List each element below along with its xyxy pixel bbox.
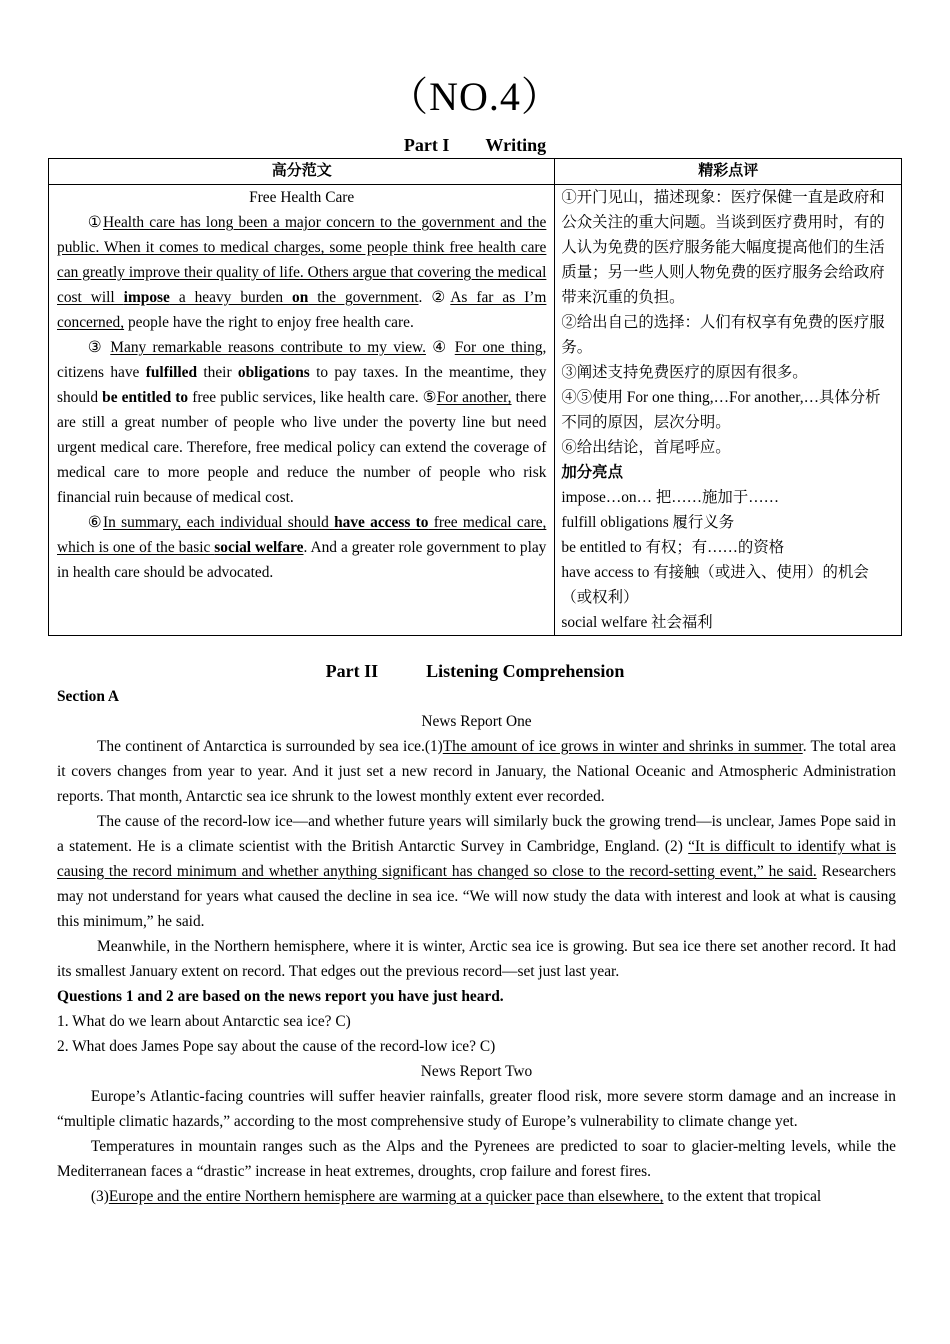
comment-item: ③阐述支持免费医疗的原因有很多。 [561, 364, 808, 381]
question-2: 2. What does James Pope say about the cause of the record-low ice? C) [57, 1038, 496, 1055]
listening-body [57, 684, 896, 1209]
highlights-title: 加分亮点 [561, 464, 623, 481]
comment-item: ②给出自己的选择：人们有权享有免费的医疗服务。 [561, 314, 885, 356]
highlight-item: fulfill obligations 履行义务 [561, 514, 735, 531]
part1-heading [0, 134, 950, 156]
essay-table [48, 158, 902, 636]
comment-item: ①开门见山，描述现象：医疗保健一直是政府和公众关注的重大问题。当谈到医疗费用时，有的人认为免费的医疗服务能大幅度提高他们的生活质量；另一些人则人物免费的医疗服务会给政府带来沉重的负担。 [561, 189, 885, 306]
essay-cell [49, 185, 555, 636]
question-1: 1. What do we learn about Antarctic sea ice? C) [57, 1013, 351, 1030]
report2-paragraph-1: Europe’s Atlantic-facing countries will suffer heavier rainfalls, greater flood risk, more severe storm damage and an increase in “multiple climatic hazards,” according to the most comprehensive study of Europe’s vulnerability to climate change yet. [57, 1088, 896, 1130]
page-title: （NO.4） [388, 74, 562, 119]
questions-heading: Questions 1 and 2 are based on the news report you have just heard. [57, 988, 504, 1005]
report1-title: News Report One [421, 713, 532, 730]
highlight-item: be entitled to 有权；有……的资格 [561, 539, 785, 556]
report2-title: News Report Two [420, 1063, 533, 1080]
essay-paragraph-2: ③ Many remarkable reasons contribute to my view. ④ For one thing, citizens have fulfilled their obligations to pay taxes. In the meantime, they should be entitled to free public services, like health care. ⑤For another, there are still a great number of people who live under the poverty line but need urgent medical care. Therefore, free medical policy can extend the coverage of medical care to more people and reduce the number of people who risk financial ruin because of medical cost. [57, 339, 547, 506]
part2-heading [0, 659, 950, 683]
comment-item: ④⑤使用 For one thing,…For another,…具体分析不同的原因，层次分明。 [561, 389, 881, 431]
report2-paragraph-2: Temperatures in mountain ranges such as the Alps and the Pyrenees are predicted to soar to glacier-melting levels, while the Mediterranean faces a “drastic” increase in heat extremes, droughts, crop failure and forest fires. [57, 1138, 896, 1180]
table-header-left: 高分范文 [49, 159, 555, 185]
highlight-item: social welfare 社会福利 [561, 614, 713, 631]
report1-paragraph-2: The cause of the record-low ice—and whether future years will similarly buck the growing trend—is unclear, James Pope said in a statement. He is a climate scientist with the British Antarctic Survey in Cambridge, England. (2) “It is difficult to identify what is causing the record minimum and whether anything significant has changed so close to the record-setting event,” he said. Researchers may not understand for years what caused the decline in sea ice. “We will now study the data with interest and look at what is causing this minimum,” he said. [57, 813, 897, 930]
essay-paragraph-3: ⑥In summary, each individual should have access to free medical care, which is one of the basic social welfare. And a greater role government to play in health care should be advocated. [57, 514, 547, 581]
part2-name: Listening Comprehension [426, 661, 625, 681]
section-label: Section A [57, 688, 119, 705]
highlight-item: impose…on… 把……施加于…… [561, 489, 779, 506]
report2-paragraph-3: (3)Europe and the entire Northern hemisphere are warming at a quicker pace than elsewhere, to the extent that tropical [90, 1188, 822, 1205]
comment-cell [555, 185, 902, 636]
table-header-right: 精彩点评 [555, 159, 902, 185]
essay-paragraph-1: ①Health care has long been a major concern to the government and the public. When it comes to medical charges, some people think free health care can greatly improve their quality of life. Others argue that covering the medical cost will impose a heavy burden on the government. ②As far as I’m concerned, people have the right to enjoy free health care. [57, 214, 547, 331]
essay-title: Free Health Care [249, 189, 355, 206]
report1-paragraph-3: Meanwhile, in the Northern hemisphere, where it is winter, Arctic sea ice is growing. But sea ice there set another record. It had its smallest January extent on record. That edges out the previous record—set just last year. [57, 938, 896, 980]
part1-label: Part I [403, 135, 450, 155]
report1-paragraph-1: The continent of Antarctica is surrounded by sea ice.(1)The amount of ice grows in winter and shrinks in summer. The total area it covers changes from year to year. And it just set a new record in January, the National Oceanic and Atmospheric Administration reports. That month, Antarctic sea ice shrunk to the lowest monthly extent ever recorded. [57, 738, 896, 805]
comment-item: ⑥给出结论，首尾呼应。 [561, 439, 731, 456]
part1-name: Writing [485, 135, 547, 155]
part2-label: Part II [325, 661, 379, 681]
highlight-item: have access to 有接触（或进入、使用）的机会（或权利） [561, 564, 869, 606]
